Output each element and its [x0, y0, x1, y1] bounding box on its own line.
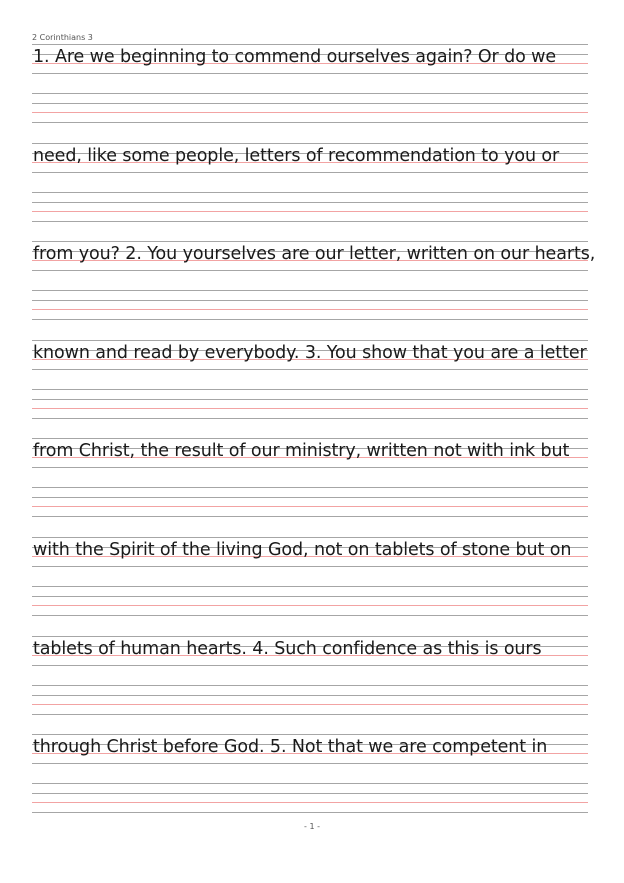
practice-block	[32, 143, 588, 223]
verse-line: from Christ, the result of our ministry, written not with ink but	[33, 441, 570, 461]
guide-line	[32, 497, 588, 498]
guide-line-red	[32, 605, 588, 606]
guide-line	[32, 143, 588, 144]
guide-line	[32, 389, 588, 390]
practice-block	[32, 438, 588, 518]
verse-line: with the Spirit of the living God, not on tablets of stone but on	[33, 540, 572, 560]
verse-line: need, like some people, letters of recommendation to you or	[33, 146, 560, 166]
verse-line: from you? 2. You yourselves are our letter, written on our hearts,	[33, 244, 596, 264]
guide-line	[32, 783, 588, 784]
guide-line	[32, 122, 588, 123]
guide-line	[32, 44, 588, 45]
guide-line-red	[32, 112, 588, 113]
verse-line: tablets of human hearts. 4. Such confidence as this is ours	[33, 639, 542, 659]
guide-line	[32, 615, 588, 616]
guide-line	[32, 202, 588, 203]
guide-line	[32, 399, 588, 400]
practice-block	[32, 241, 596, 321]
guide-line	[32, 467, 588, 468]
guide-line	[32, 340, 588, 341]
practice-block	[32, 537, 588, 617]
guide-line	[32, 734, 588, 735]
guide-line	[32, 73, 588, 74]
guide-line	[32, 221, 588, 222]
guide-line	[32, 290, 588, 291]
guide-line	[32, 714, 588, 715]
guide-line	[32, 319, 588, 320]
guide-line	[32, 586, 588, 587]
guide-line	[32, 812, 588, 813]
guide-line	[32, 763, 588, 764]
guide-line	[32, 665, 588, 666]
guide-line	[32, 241, 588, 242]
page-header: 2 Corinthians 3	[32, 33, 93, 42]
guide-line	[32, 695, 588, 696]
guide-line	[32, 300, 588, 301]
guide-line-red	[32, 408, 588, 409]
guide-line	[32, 270, 588, 271]
guide-line	[32, 636, 588, 637]
guide-line	[32, 487, 588, 488]
guide-line-red	[32, 309, 588, 310]
guide-line	[32, 172, 588, 173]
verse-line: 1. Are we beginning to commend ourselves again? Or do we	[33, 47, 557, 67]
guide-line-red	[32, 704, 588, 705]
guide-line	[32, 516, 588, 517]
guide-line-red	[32, 211, 588, 212]
guide-line	[32, 438, 588, 439]
guide-line	[32, 93, 588, 94]
guide-line	[32, 537, 588, 538]
verse-line: through Christ before God. 5. Not that we are competent in	[33, 737, 548, 757]
guide-line	[32, 418, 588, 419]
guide-line-red	[32, 802, 588, 803]
guide-line	[32, 103, 588, 104]
practice-block	[32, 44, 588, 124]
verse-line: known and read by everybody. 3. You show that you are a letter	[33, 343, 587, 363]
guide-line	[32, 192, 588, 193]
page-number: - 1 -	[304, 822, 320, 831]
guide-line	[32, 369, 588, 370]
practice-block	[32, 636, 588, 716]
guide-line	[32, 685, 588, 686]
practice-block	[32, 734, 588, 814]
practice-block	[32, 340, 588, 420]
guide-line	[32, 793, 588, 794]
guide-line	[32, 566, 588, 567]
guide-line	[32, 596, 588, 597]
guide-line-red	[32, 506, 588, 507]
